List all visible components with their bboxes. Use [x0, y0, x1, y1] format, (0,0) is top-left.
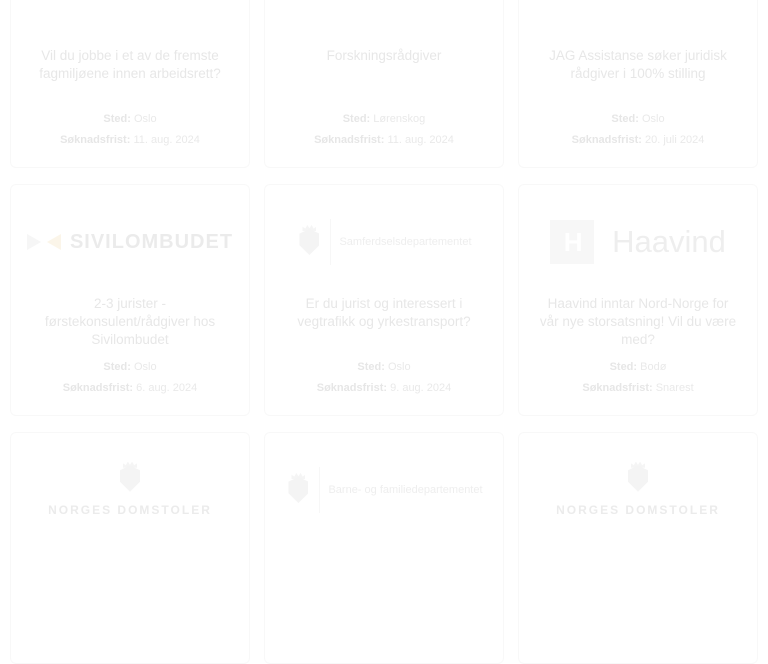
place-value: Oslo — [133, 361, 157, 374]
job-deadline — [314, 130, 454, 151]
deadline-label: Søknadsfrist: — [314, 134, 385, 147]
place-label: Sted: — [609, 361, 638, 374]
deadline-value: 11. aug. 2024 — [387, 134, 454, 147]
job-card[interactable] — [518, 184, 758, 416]
job-meta — [60, 109, 200, 151]
job-card[interactable] — [10, 0, 250, 168]
job-deadline — [60, 130, 200, 151]
job-place — [63, 357, 198, 378]
job-deadline — [572, 130, 705, 151]
job-meta — [317, 357, 452, 399]
deadline-label: Søknadsfrist: — [62, 382, 134, 395]
departement-logo-icon — [285, 467, 482, 513]
job-place — [314, 109, 454, 130]
job-title: 2-3 jurister - førstekonsulent/rådgiver hos Sivilombudet — [44, 296, 216, 348]
job-deadline — [63, 378, 198, 399]
job-card[interactable] — [518, 432, 758, 664]
place-label: Sted: — [103, 361, 131, 374]
deadline-label: Søknadsfrist: — [582, 382, 653, 395]
employer-name: SIVILOMBUDET — [69, 230, 234, 253]
job-deadline — [582, 378, 693, 399]
job-card[interactable] — [10, 432, 250, 664]
deadline-value: 6. aug. 2024 — [136, 382, 198, 395]
place-label: Sted: — [103, 113, 131, 126]
job-card[interactable] — [10, 184, 250, 416]
domstoler-logo-icon — [48, 462, 212, 519]
job-place — [572, 109, 705, 130]
deadline-label: Søknadsfrist: — [60, 134, 131, 147]
job-title: Er du jurist og interessert i vegtrafikk og yrkestransport? — [297, 296, 471, 330]
job-place — [317, 357, 452, 378]
employer-name: NORGES DOMSTOLER — [556, 502, 720, 517]
job-title: Haavind inntar Nord-Norge for vår nye storsatsning! Vil du være med? — [539, 296, 737, 348]
job-meta — [582, 357, 693, 399]
place-value: Bodø — [640, 361, 667, 374]
place-label: Sted: — [357, 361, 385, 374]
norwegian-lion-crest-icon — [625, 462, 651, 496]
haavind-logo-icon — [550, 220, 726, 264]
employer-name: Barne- og familiedepartementet — [328, 483, 483, 496]
employer-logo — [531, 447, 745, 533]
job-meta — [63, 357, 198, 399]
departement-logo-icon — [296, 219, 471, 265]
employer-logo — [531, 199, 745, 285]
employer-name: Haavind — [612, 224, 726, 259]
job-card[interactable] — [264, 432, 504, 664]
deadline-label: Søknadsfrist: — [571, 134, 642, 147]
job-place — [582, 357, 693, 378]
employer-logo — [277, 447, 491, 533]
employer-logo — [277, 199, 491, 285]
employer-logo — [23, 447, 237, 533]
job-card[interactable] — [264, 184, 504, 416]
deadline-value: 11. aug. 2024 — [133, 134, 200, 147]
employer-logo — [531, 0, 745, 37]
logo-divider — [330, 219, 331, 265]
job-card[interactable] — [518, 0, 758, 168]
place-value: Lørenskog — [373, 113, 426, 126]
job-title: JAG Assistanse søker juridisk rådgiver i 100% stilling — [549, 48, 727, 82]
place-label: Sted: — [611, 113, 639, 126]
job-card-grid — [10, 0, 758, 664]
sivilombudet-mark-icon — [27, 232, 61, 252]
employer-logo — [23, 199, 237, 285]
sivilombudet-logo-icon — [27, 231, 233, 254]
employer-logo — [277, 0, 491, 37]
job-deadline — [317, 378, 452, 399]
employer-name: Samferdselsdepartementet — [339, 235, 472, 248]
place-label: Sted: — [342, 113, 371, 126]
job-title: Vil du jobbe i et av de fremste fagmiljøene innen arbeidsrett? — [39, 48, 221, 82]
job-title: Forskningsrådgiver — [326, 48, 442, 63]
place-value: Oslo — [641, 113, 665, 126]
job-place — [60, 109, 200, 130]
haavind-mark-icon: H — [550, 220, 594, 264]
deadline-value: 9. aug. 2024 — [390, 382, 452, 395]
employer-logo — [23, 0, 237, 37]
deadline-label: Søknadsfrist: — [316, 382, 388, 395]
place-value: Oslo — [387, 361, 411, 374]
deadline-value: 20. juli 2024 — [645, 134, 705, 147]
norwegian-lion-crest-icon — [285, 473, 311, 507]
logo-divider — [319, 467, 320, 513]
domstoler-logo-icon — [556, 462, 720, 519]
job-meta — [572, 109, 705, 151]
norwegian-lion-crest-icon — [296, 225, 322, 259]
norwegian-lion-crest-icon — [117, 462, 143, 496]
deadline-value: Snarest — [655, 382, 694, 395]
employer-name: NORGES DOMSTOLER — [48, 502, 212, 517]
job-card[interactable] — [264, 0, 504, 168]
job-meta — [314, 109, 454, 151]
place-value: Oslo — [133, 113, 157, 126]
